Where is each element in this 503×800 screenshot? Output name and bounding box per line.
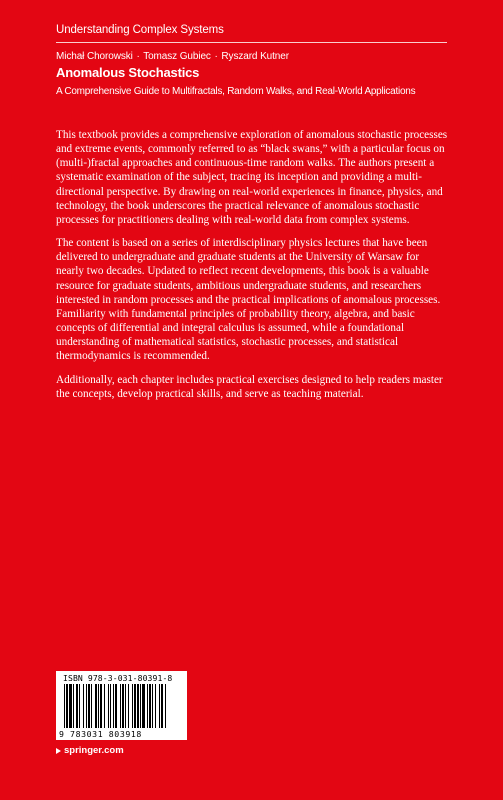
author-separator: ·	[214, 51, 218, 62]
arrow-icon	[56, 748, 61, 754]
book-subtitle: A Comprehensive Guide to Multifractals, Random Walks, and Real-World Applications	[56, 86, 416, 97]
back-cover-blurb	[56, 128, 448, 410]
blurb-paragraph: Additionally, each chapter includes practical exercises designed to help readers master the concepts, develop practical skills, and serve as teaching material.	[56, 373, 443, 400]
author-name: Ryszard Kutner	[221, 51, 289, 62]
barcode-icon	[64, 684, 180, 728]
publisher-link[interactable]	[56, 745, 124, 756]
barcode-number: 9 783031 803918	[59, 729, 142, 739]
series-name: Understanding Complex Systems	[56, 24, 224, 36]
publisher-url: springer.com	[64, 745, 124, 756]
author-separator: ·	[136, 51, 140, 62]
authors-line	[56, 51, 289, 62]
author-name: Tomasz Gubiec	[143, 51, 211, 62]
barcode-box	[56, 671, 187, 740]
book-title: Anomalous Stochastics	[56, 65, 200, 80]
blurb-paragraph: This textbook provides a comprehensive exploration of anomalous stochastic processes and extreme events, commonly referred to as “black swans,” with a particular focus on (multi-)fractal approaches and continuous-time random walks. The authors present a systematic examination of the subject, tracing its inception and providing a multi-directional perspective. By drawing on real-world experiences in finance, physics, and technology, the book underscores the practical relevance of anomalous stochastic processes for practitioners dealing with real-world data from complex systems.	[56, 129, 448, 226]
blurb-paragraph: The content is based on a series of interdisciplinary physics lectures that have been delivered to undergraduate and graduate students at the University of Warsaw for nearly two decades. Updated to reflect recent developments, this book is a valuable resource for graduate students, ambitious undergraduate students, and researchers interested in random processes and the practical implications of anomalous processes. Familiarity with fundamental principles of probability theory, algebra, and basic concepts of differential and integral calculus is assumed, while a foundational understanding of mathematical statistics, stochastic processes, and statistical thermodynamics is recommended.	[56, 237, 441, 363]
author-name: Michał Chorowski	[56, 51, 133, 62]
header-rule	[56, 42, 447, 43]
isbn-label: ISBN 978-3-031-80391-8	[63, 673, 173, 683]
